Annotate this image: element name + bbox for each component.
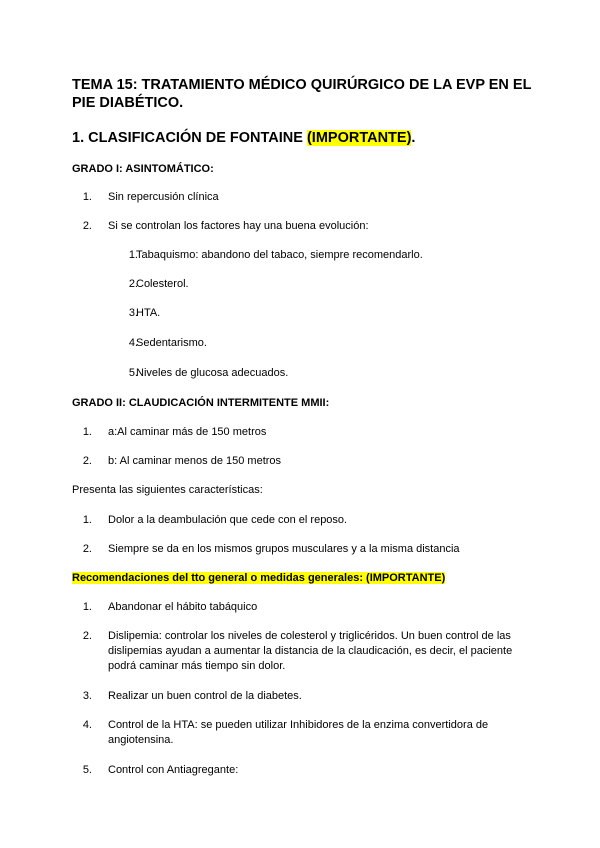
list-number: 4.	[82, 719, 92, 731]
list-text: a:Al caminar más de 150 metros	[108, 426, 267, 438]
list-text: HTA.	[136, 307, 161, 319]
list-number: 1.	[82, 426, 92, 438]
list-text: Sedentarismo.	[136, 337, 207, 349]
heading-grado-1: GRADO I: ASINTOMÁTICO:	[72, 163, 214, 175]
heading-grado-2: GRADO II: CLAUDICACIÓN INTERMITENTE MMII:	[72, 397, 330, 409]
paragraph-caracteristicas: Presenta las siguientes características:	[72, 484, 263, 496]
list-text: b: Al caminar menos de 150 metros	[108, 455, 282, 467]
highlight-recomendaciones: Recomendaciones del tto general o medidas generales: (IMPORTANTE)	[72, 572, 446, 584]
highlight-importante: (IMPORTANTE)	[306, 130, 412, 146]
document-title: TEMA 15: TRATAMIENTO MÉDICO QUIRÚRGICO DE LA EVP EN EL PIE DIABÉTICO.	[72, 77, 532, 111]
list-number: 2.	[82, 455, 92, 467]
list-number: 2.	[82, 630, 92, 642]
list-number: 4.	[128, 337, 138, 349]
list-text: Tabaquismo: abandono del tabaco, siempre recomendarlo.	[136, 249, 423, 261]
list-text: Dislipemia: controlar los niveles de colesterol y triglicéridos. Un buen control de las dislipemias ayudan a aumentar la distancia de la claudicación, es decir, el paciente podrá caminar más tiempo sin dolor.	[108, 630, 513, 672]
list-number: 1.	[82, 191, 92, 203]
list-number: 2.	[82, 543, 92, 555]
section-heading-text: 1. CLASIFICACIÓN DE FONTAINE	[72, 130, 307, 146]
heading-recomendaciones	[72, 572, 445, 584]
section-heading-suffix: .	[411, 130, 416, 146]
list-number: 1.	[82, 514, 92, 526]
list-text: Niveles de glucosa adecuados.	[136, 367, 289, 379]
list-number: 2.	[128, 278, 138, 290]
list-text: Siempre se da en los mismos grupos musculares y a la misma distancia	[108, 543, 460, 555]
list-text: Si se controlan los factores hay una buena evolución:	[108, 220, 369, 232]
list-number: 3.	[128, 307, 138, 319]
list-number: 2.	[82, 220, 92, 232]
list-number: 1.	[82, 601, 92, 613]
list-number: 5.	[82, 764, 92, 776]
list-text: Control con Antiagregante:	[108, 764, 239, 776]
section-heading-fontaine	[72, 130, 415, 146]
list-text: Dolor a la deambulación que cede con el reposo.	[108, 514, 348, 526]
list-text: Sin repercusión clínica	[108, 191, 219, 203]
list-number: 1.	[128, 249, 138, 261]
list-text: Abandonar el hábito tabáquico	[108, 601, 258, 613]
list-text: Realizar un buen control de la diabetes.	[108, 690, 302, 702]
list-number: 5.	[128, 367, 138, 379]
list-number: 3.	[82, 690, 92, 702]
list-text: Colesterol.	[136, 278, 189, 290]
list-text: Control de la HTA: se pueden utilizar Inhibidores de la enzima convertidora de angiotensina.	[108, 719, 489, 746]
